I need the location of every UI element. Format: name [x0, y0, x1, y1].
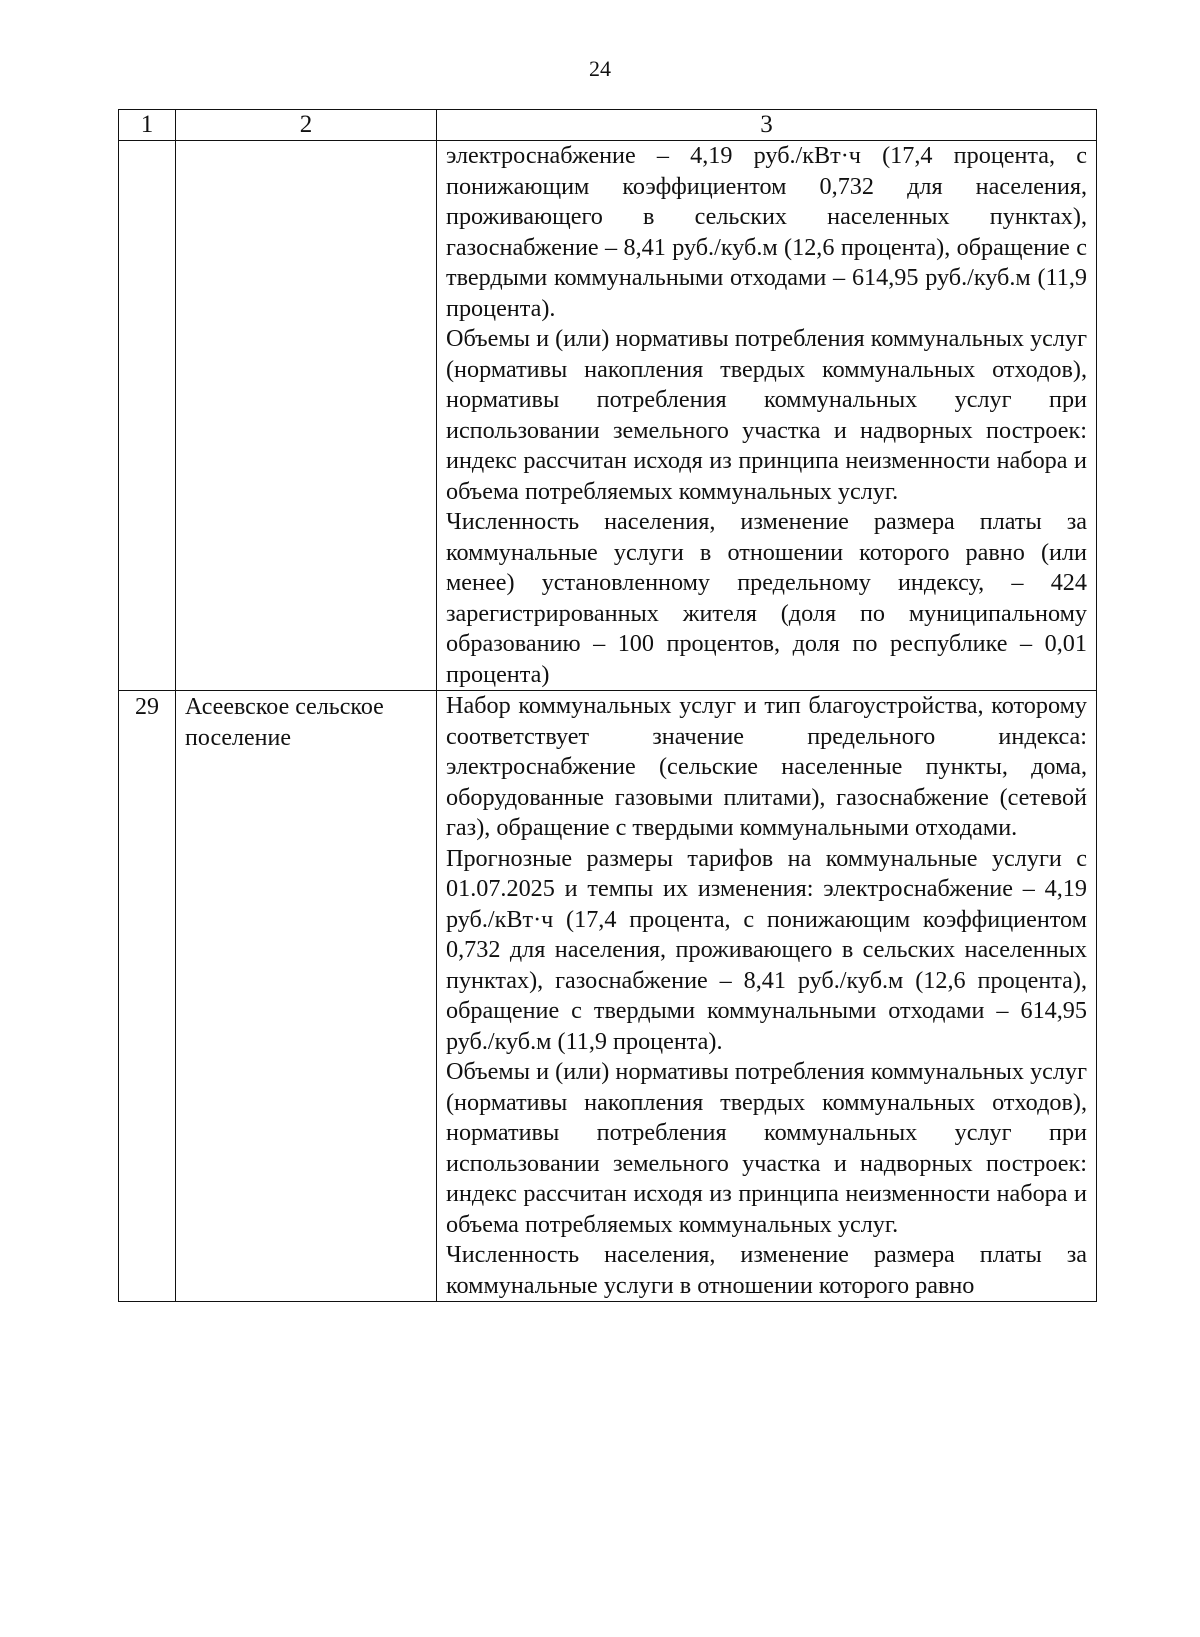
header-cell-1: 1: [119, 110, 176, 141]
table-header-row: [119, 110, 1097, 141]
row-number: 29: [119, 691, 176, 1302]
table-row: [119, 141, 1097, 691]
table-row: [119, 691, 1097, 1302]
settlement-name: [176, 141, 437, 691]
paragraph-tariffs: Прогнозные размеры тарифов на коммунальные услуги с 01.07.2025 и темпы их изменения: электроснабжение – 4,19 руб./кВт·ч (17,4 процента, с понижающим коэффициентом 0,732 для населения, проживающего в сельских населенных пунктах), газоснабжение – 8,41 руб./куб.м (12,6 процента), обращение с твердыми коммунальными отходами – 614,95 руб./куб.м (11,9 процента).: [446, 844, 1087, 1055]
paragraph-tariffs: электроснабжение – 4,19 руб./кВт·ч (17,4 процента, с понижающим коэффициентом 0,732 для населения, проживающего в сельских населенных пунктах), газоснабжение – 8,41 руб./куб.м (12,6 процента), обращение с твердыми коммунальными отходами – 614,95 руб./куб.м (11,9 процента).: [446, 142, 1087, 322]
paragraph-volumes: Объемы и (или) нормативы потребления коммунальных услуг (нормативы накопления твердых коммунальных отходов), нормативы потребления коммунальных услуг при использовании земельного участка и надворных построек: индекс рассчитан исходя из принципа неизменности набора и объема потребляемых коммунальных услуг.: [446, 325, 1087, 505]
paragraph-volumes: Объемы и (или) нормативы потребления коммунальных услуг (нормативы накопления твердых коммунальных отходов), нормативы потребления коммунальных услуг при использовании земельного участка и надворных построек: индекс рассчитан исходя из принципа неизменности набора и объема потребляемых коммунальных услуг.: [446, 1058, 1087, 1238]
paragraph-population: Численность населения, изменение размера платы за коммунальные услуги в отношении которого равно (или менее) установленному предельному индексу, – 424 зарегистрированных жителя (доля по муниципальному образованию – 100 процентов, доля по республике – 0,01 процента): [446, 508, 1087, 688]
paragraph-population: Численность населения, изменение размера платы за коммунальные услуги в отношении которого равно: [446, 1241, 1087, 1299]
row-number: [119, 141, 176, 691]
paragraph-services-set: Набор коммунальных услуг и тип благоустройства, которому соответствует значение предельного индекса: электроснабжение (сельские населенные пункты, дома, оборудованные газовыми плитами), газоснабжение (сетевой газ), обращение с твердыми коммунальными отходами.: [446, 692, 1087, 841]
description-cell: [437, 691, 1097, 1302]
header-cell-3: 3: [437, 110, 1097, 141]
settlement-name: Асеевское сельское поселение: [176, 691, 437, 1302]
header-cell-2: 2: [176, 110, 437, 141]
tariff-table: [118, 109, 1097, 1302]
page-number: 24: [589, 56, 611, 81]
description-cell: [437, 141, 1097, 691]
